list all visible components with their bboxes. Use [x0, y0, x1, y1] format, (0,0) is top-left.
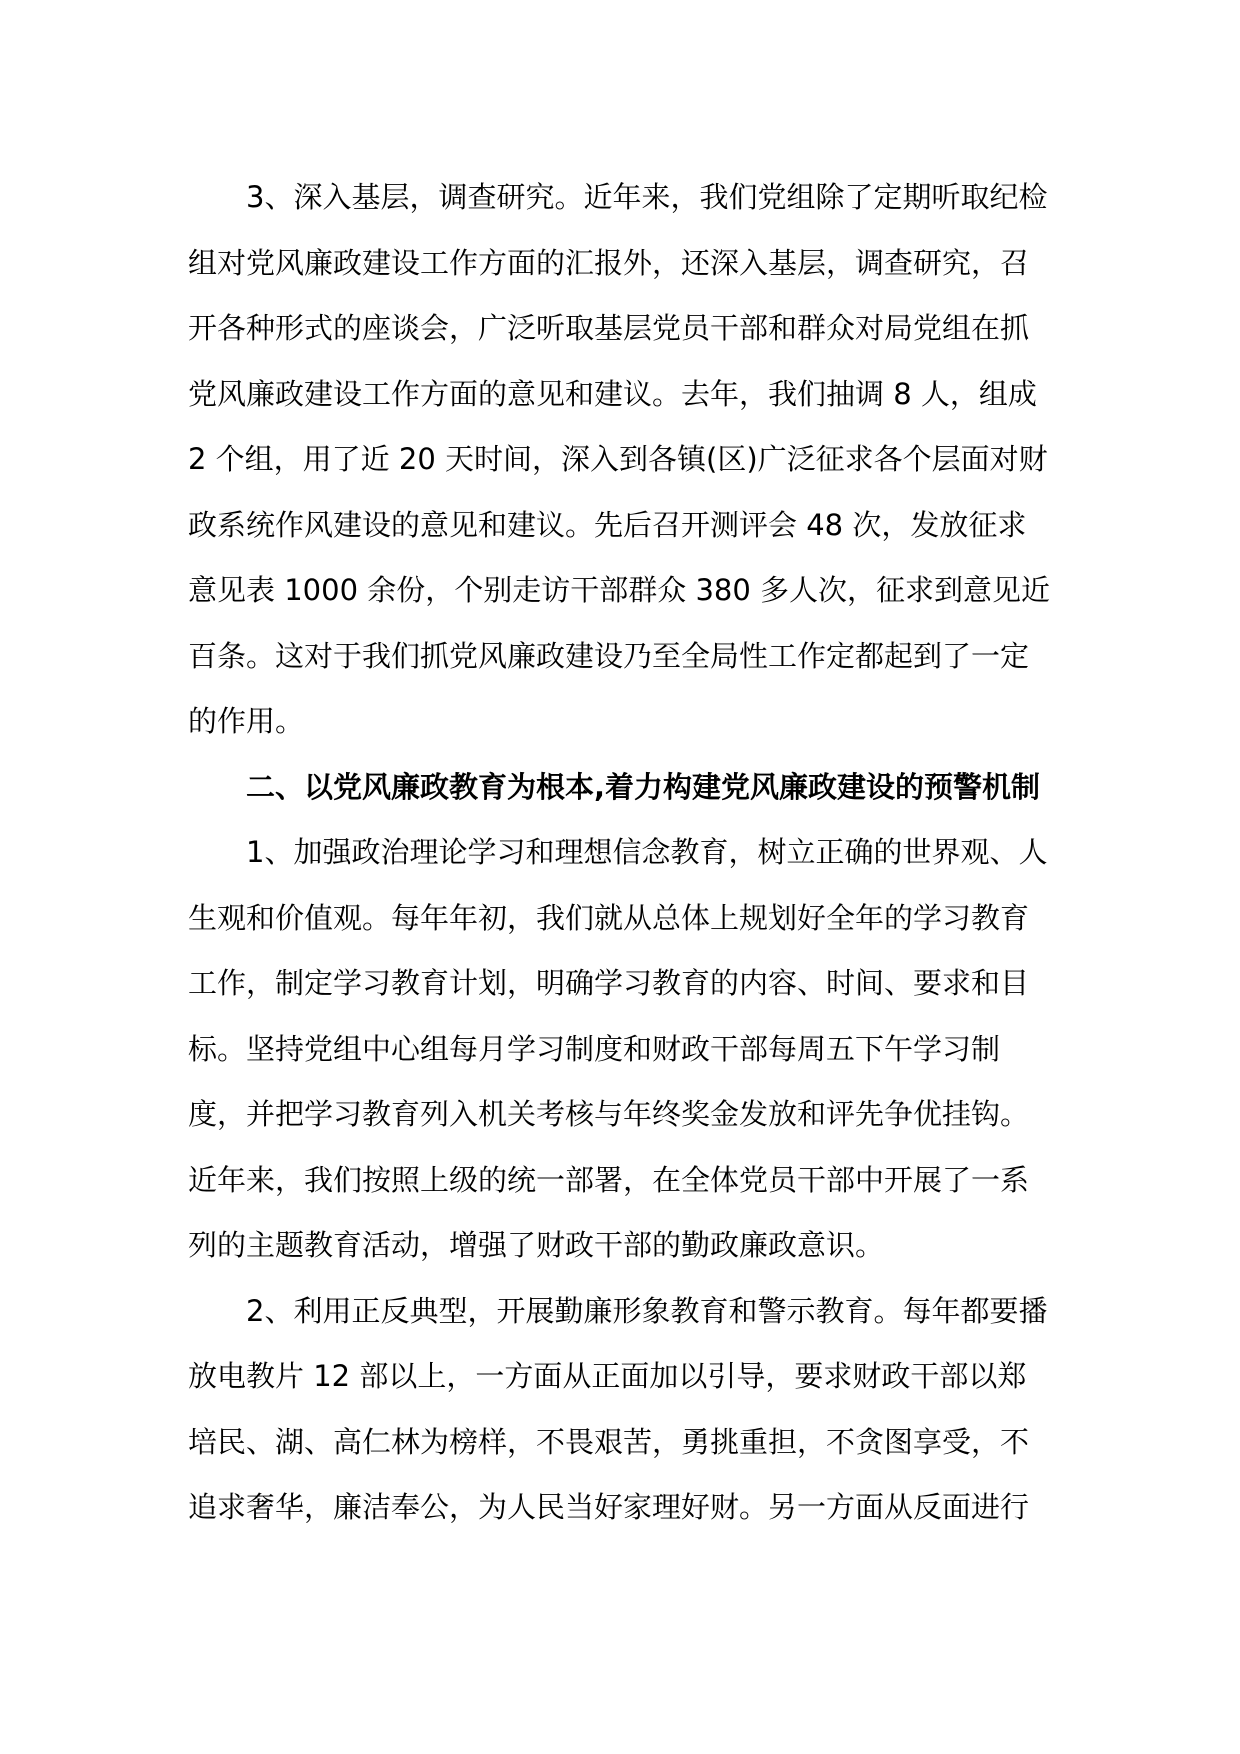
paragraph-2-line: 2、利用正反典型，开展勤廉形象教育和警示教育。每年都要播: [246, 1293, 1048, 1328]
paragraph-1-line: 列的主题教育活动，增强了财政干部的勤政廉政意识。: [188, 1228, 885, 1262]
paragraph-2-line: 培民、湖、高仁林为榜样，不畏艰苦，勇挑重担，不贪图享受，不: [188, 1424, 1030, 1459]
paragraph-3-line: 开各种形式的座谈会，广泛听取基层党员干部和群众对局党组在抓: [188, 311, 1030, 345]
paragraph-2-line: 放电教片 12 部以上，一方面从正面加以引导，要求财政干部以郑: [188, 1359, 1027, 1393]
paragraph-2-line: 追求奢华，廉洁奉公，为人民当好家理好财。另一方面从反面进行: [188, 1490, 1030, 1524]
paragraph-3-line: 组对党风廉政建设工作方面的汇报外，还深入基层，调查研究，召: [188, 245, 1030, 280]
paragraph-1-line: 工作，制定学习教育计划，明确学习教育的内容、时间、要求和目: [188, 966, 1030, 1000]
paragraph-3-line: 2 个组，用了近 20 天时间，深入到各镇(区)广泛征求各个层面对财: [188, 442, 1048, 476]
paragraph-3-line: 百条。这对于我们抓党风廉政建设乃至全局性工作定都起到了一定: [188, 638, 1030, 673]
paragraph-3-line: 政系统作风建设的意见和建议。先后召开测评会 48 次，发放征求: [188, 507, 1027, 542]
paragraph-3-line: 的作用。: [188, 704, 305, 738]
document-body: [188, 165, 1054, 1541]
paragraph-3-line: 党风廉政建设工作方面的意见和建议。去年，我们抽调 8 人，组成: [188, 376, 1037, 411]
paragraph-1-line: 度，并把学习教育列入机关考核与年终奖金发放和评先争优挂钩。: [188, 1097, 1030, 1131]
paragraph-3-line: 意见表 1000 余份，个别走访干部群众 380 多人次，征求到意见近: [188, 573, 1051, 607]
paragraph-1-line: 生观和价值观。每年年初，我们就从总体上规划好全年的学习教育: [188, 900, 1030, 935]
paragraph-1-line: 标。坚持党组中心组每月学习制度和财政干部每周五下午学习制: [188, 1031, 1001, 1066]
paragraph-1-line: 1、加强政治理论学习和理想信念教育，树立正确的世界观、人: [246, 835, 1048, 869]
section-heading: 二、以党风廉政教育为根本,着力构建党风廉政建设的预警机制: [246, 769, 1041, 804]
paragraph-3-line: 3、深入基层，调查研究。近年来，我们党组除了定期听取纪检: [246, 180, 1048, 214]
paragraph-1-line: 近年来，我们按照上级的统一部署，在全体党员干部中开展了一系: [188, 1162, 1030, 1197]
